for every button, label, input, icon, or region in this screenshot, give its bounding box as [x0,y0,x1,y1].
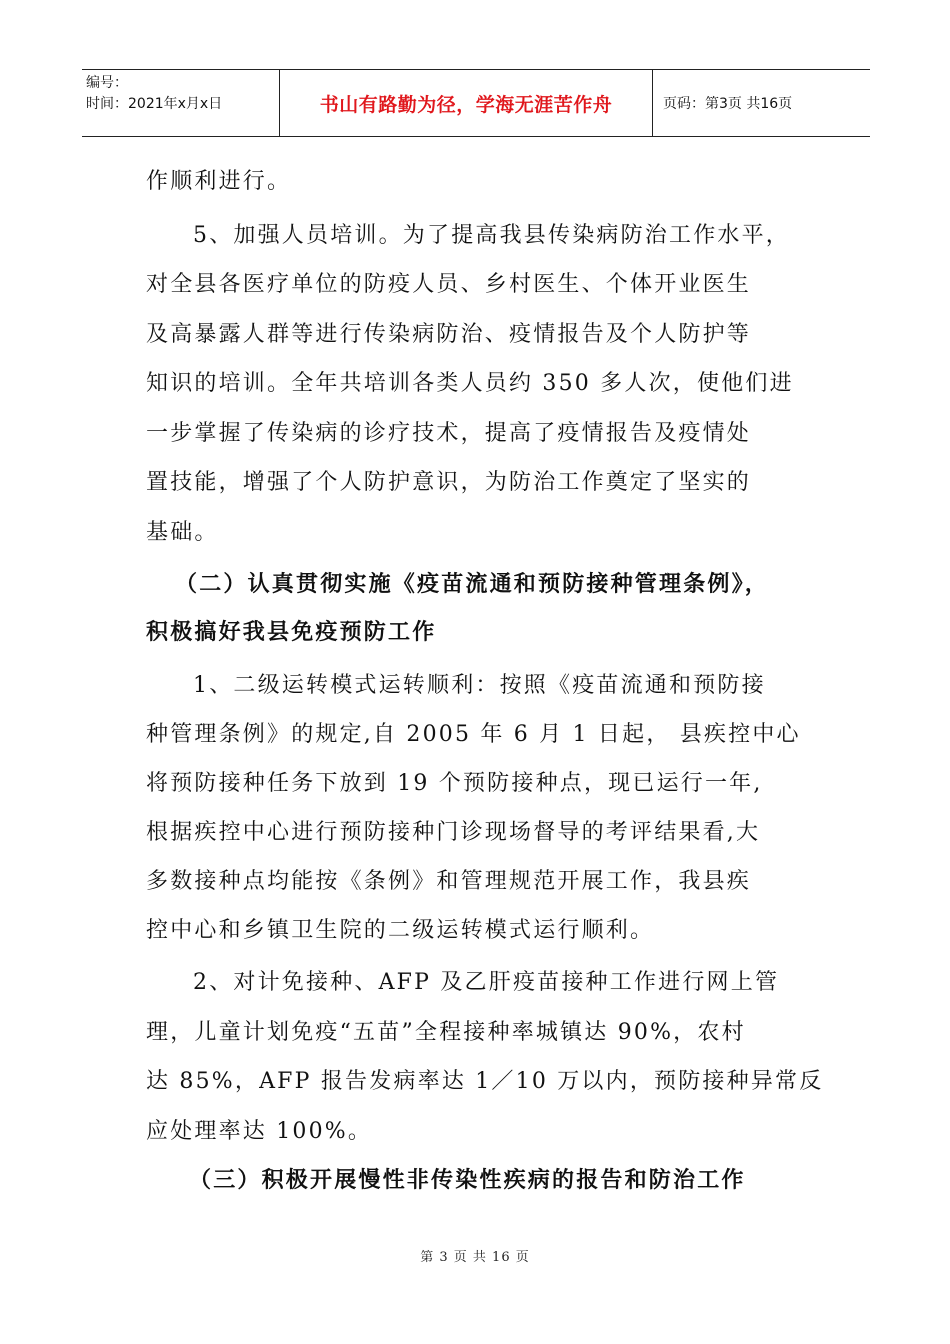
section-heading: 积极搞好我县免疫预防工作 [146,620,437,645]
text-line: 置技能，增强了个人防护意识，为防治工作奠定了坚实的 [146,470,752,495]
text-line: 作顺利进行。 [146,169,292,194]
text-line: 2、对计免接种、AFP 及乙肝疫苗接种工作进行网上管 [193,970,780,995]
section-heading: （二）认真贯彻实施《疫苗流通和预防接种管理条例》， [175,572,770,597]
text-line: 控中心和乡镇卫生院的二级运转模式运行顺利。 [146,918,655,943]
page-header [82,69,870,137]
text-line: 一步掌握了传染病的诊疗技术，提高了疫情报告及疫情处 [146,421,752,446]
text-line: 知识的培训。全年共培训各类人员约 350 多人次，使他们进 [146,371,794,396]
time-label: 时间：2021年x月x日 [86,96,223,112]
text-line: 基础。 [146,520,219,545]
section-heading: （三）积极开展慢性非传染性疾病的报告和防治工作 [189,1168,746,1193]
header-meta [82,70,280,136]
text-line: 5、加强人员培训。为了提高我县传染病防治工作水平， [193,223,790,248]
text-line: 根据疾控中心进行预防接种门诊现场督导的考评结果看,大 [146,820,761,845]
text-line: 多数接种点均能按《条例》和管理规范开展工作，我县疾 [146,869,752,894]
text-line: 应处理率达 100%。 [146,1119,373,1144]
text-line: 对全县各医疗单位的防疫人员、乡村医生、个体开业医生 [146,272,752,297]
text-line: 理，儿童计划免疫“五苗”全程接种率城镇达 90%，农村 [146,1020,746,1045]
header-motto: 书山有路勤为径，学海无涯苦作舟 [280,70,653,136]
text-line: 达 85%，AFP 报告发病率达 1／10 万以内，预防接种异常反 [146,1069,824,1094]
header-page-info: 页码：第3页 共16页 [663,96,793,112]
text-line: 种管理条例》的规定,自 2005 年 6 月 1 日起， 县疾控中心 [146,722,801,747]
text-line: 1、二级运转模式运转顺利：按照《疫苗流通和预防接 [193,673,766,698]
number-label: 编号： [86,75,128,91]
text-line: 将预防接种任务下放到 19 个预防接种点，现已运行一年, [146,771,763,796]
page-footer: 第 3 页 共 16 页 [420,1250,530,1265]
text-line: 及高暴露人群等进行传染病防治、疫情报告及个人防护等 [146,322,752,347]
